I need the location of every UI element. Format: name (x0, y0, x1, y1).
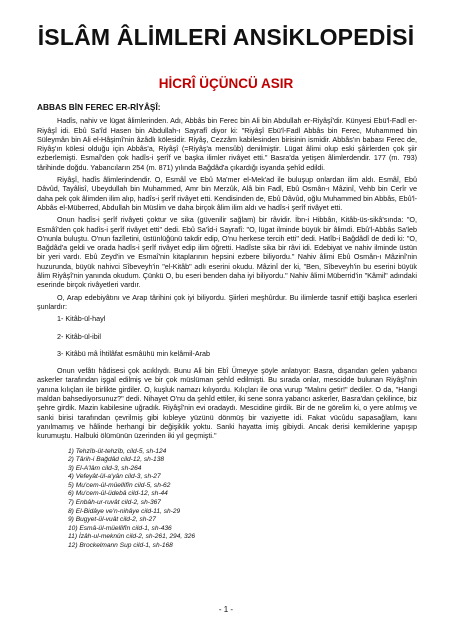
paragraph: Hadîs, nahiv ve lügat âlimlerinden. Adı, Abbâs bin Ferec bin Ali bin Abdullah er-Riyâşî'dir. Künyesi Ebü'l-Fadl er-Riyâşî idi. Ebû Sa'îd Hasen bin Abdullah-ı Sayrafî diyor ki: "Riyâşî Ebü'l-Fadl Abbâs bin Ferec, Muhammed bin Süleymân bin Ali el-Hâşimî'nin âzâdlı kölesidir. Riyâş, Cezzâm kabilesinden birisinin ismidir. Abbâs'ın babası Ferec de, Riyâş'ın kölesi olduğu için Abbâs'a, Riyâşî (=Riyâş'a mensûb) denilmiştir. Lügat âlimi olup eski şâirlerden çok şiir ezberlemişti. Esmaî'den çok hadîs-i şerîf ve başka ilimler rivâyet etti." Basra'da yetişen âlimlerdendir. 177 (m. 793) târihinde doğdu. Yabancıların 254 (m. 871) yılında Bağdâd'a çıkardığı isyanda şehîd edildi. (37, 116, 417, 172)
list-item: 3- Kitâbü mâ İhtilâfat esmâühü min kelâmil-Arab (57, 348, 211, 358)
footnote: 5) Mu'cem-ül-müellifîn cild-5, sh-62 (68, 481, 171, 489)
footnote: 8) El-Bidâye ve'n-nihâye cild-11, sh-29 (68, 507, 181, 515)
footnote: 3) El-A'lâm cild-3, sh-264 (68, 464, 142, 472)
footnote: 6) Mu'cem-ül-üdebâ cild-12, sh-44 (68, 490, 168, 498)
footnote: 4) Vefeyât-ül-a'yân cild-3, sh-27 (68, 473, 161, 481)
paragraph: Riyâşî, hadîs âlimlerindendir. O, Esmâî ve Ebû Ma'mer el-Mek'ad ile buluşup onlardan ilim aldı. Esmâî, Ebû Dâvûd, Tayâlisî, Ubeydullah bin Muhammed, Amr bin Merzûk, Alâ bin Fadl, Ebû Osmân-ı Mâzinî, Vehb bin Cerîr ve daha pek çok âlimden ilim alıp, hadîs-i şerîf rivâyet etti. Kendisinden de, Ebû Dâvûd, oğlu Muhammed bin Abbâs, Ebû'l-Abbâs el-Müberred, Abdullah bin Müslim ve daha birçok âlim ilim aldı ve hadîs-i şerîf rivâyet etti. (37, 175, 417, 212)
footnote: 10) Esmâ-ül-müellifîn cild-1, sh-436 (68, 524, 172, 532)
paragraph: Onun hadîs-i şerîf rivâyeti çoktur ve sika (güvenilir sağlam) bir râvidir. İbn-i Hibbân, Kitâb-üs-sikâ'sında: "O, Esmâî'den çok hadîs-i şerîf rivâyet etti" dedi. Ebû Sa'îd-i Sayrafî: "O, lügat ilminde büyük bir âlimdi. Ebû'l-Abbâs Sa'leb O'nunla buluştu. O'nun fazîletini, üstünlüğünü takdir edip, O'nu herkese tercih etti" dedi. Hatîb-i Bağdâdî de dedi ki: "O, Bağdâd'a geldi ve orada hadîs-i şerîf rivâyet edip ilim öğretti. Hadîste sika bir râvi idi. Edebiyat ve nahiv ilminde üstün bir yeri vardı. Ebû Zeyd'in ve Esmaî'nin kitaplarının hepsini ezbere biliyordu." Nahiv âlimi Ebû Osmân-ı Mâzinî'nin huzurunda, büyük nahivci Sîbeveyh'in "el-Kitâb" adlı eserini okudu. Mâzinî der ki, "Ben, Sîbeveyh'in bu eserini büyük âlim Riyâşî'nin yanında okudum. Çünkü O, bu eseri benden daha iyi biliyordu." Nahiv âlimi Müberrid'in "Kâmil" adındaki eserinde birçok rivâyetleri vardır. (37, 215, 417, 290)
article-body (37, 103, 417, 551)
footnotes (37, 448, 417, 551)
footnote: 11) İzâh-ul-meknûn cild-2, sh-261, 294, 326 (68, 533, 196, 541)
footnote: 2) Târih-i Bağdâd cild-12, sh-138 (68, 456, 165, 464)
footnote: 9) Bugyet-ül-vuât cild-2, sh-27 (68, 516, 156, 524)
entry-heading: ABBAS BİN FEREC ER-RİYÂŞÎ: (37, 102, 161, 112)
footnote: 12) Brockelmann Sup cild-1, sh-168 (68, 542, 173, 550)
paragraph: Onun vefâtı hâdisesi çok acıklıydı. Bunu Ali bin Ebî Ümeyye şöyle anlatıyor: Basra, dışarıdan gelen yabancı askerler tarafından işgal edilmiş ve bir çok müslüman şehîd edilmişti. Bu sırada onlar, mescidde bulunan Riyâşî'nin yanına kılıçları ile birlikte girdiler. O, kuşluk namazı kılıyordu. Kılıçları ile ona vurup "Malını getir!" dediler. O da, "Hangi maldan bahsediyorsunuz?" dedi. Nihayet O'nu da şehîd ettiler, iki sene sonra yabancı askerler, Basra'dan çekilince, biz şehre girdik. Mazin kabilesine uğradık. Riyâşî'nin evi oradaydı. Mescidine girdik. Bir de ne görelim ki, o yere atılmış ve sanki birisi tarafından çevrilmiş gibi kıbleye yüzünü dönmüş bir vaziyette idi. Fakat vücûdu sapasağlam, kanı yanılmamış ve hâlinde herhangi bir değişiklik yoktu. Sanki hayatta imiş gibiydi. Ancak derisi kemiklerine yapışıp kurumuştu. Halbuki ölümünün üzerinden iki yıl geçmişti." (37, 366, 417, 441)
list-item: 2- Kitâb-ül-ibil (57, 331, 101, 341)
list-item: 1- Kitâb-ül-hayl (57, 314, 106, 324)
paragraph: O, Arap edebiyâtını ve Arap târihini çok iyi biliyordu. Şiirleri meşhûrdur. Bu ilimlerde tasnif ettiği başlıca eserleri şunlardır: (37, 292, 417, 311)
footnote: 1) Tehzîb-üt-tehzîb, cild-5, sh-124 (68, 447, 167, 455)
works-list (37, 314, 417, 358)
footnote: 7) Enbâh-ur-ruvât cild-2, sh-367 (68, 499, 161, 507)
section-title: HİCRÎ ÜÇÜNCÜ ASIR (158, 76, 294, 91)
page-number: - 1 - (218, 605, 234, 614)
page-title: İSLÂM ÂLİMLERİ ANSİKLOPEDİSİ (37, 24, 415, 50)
